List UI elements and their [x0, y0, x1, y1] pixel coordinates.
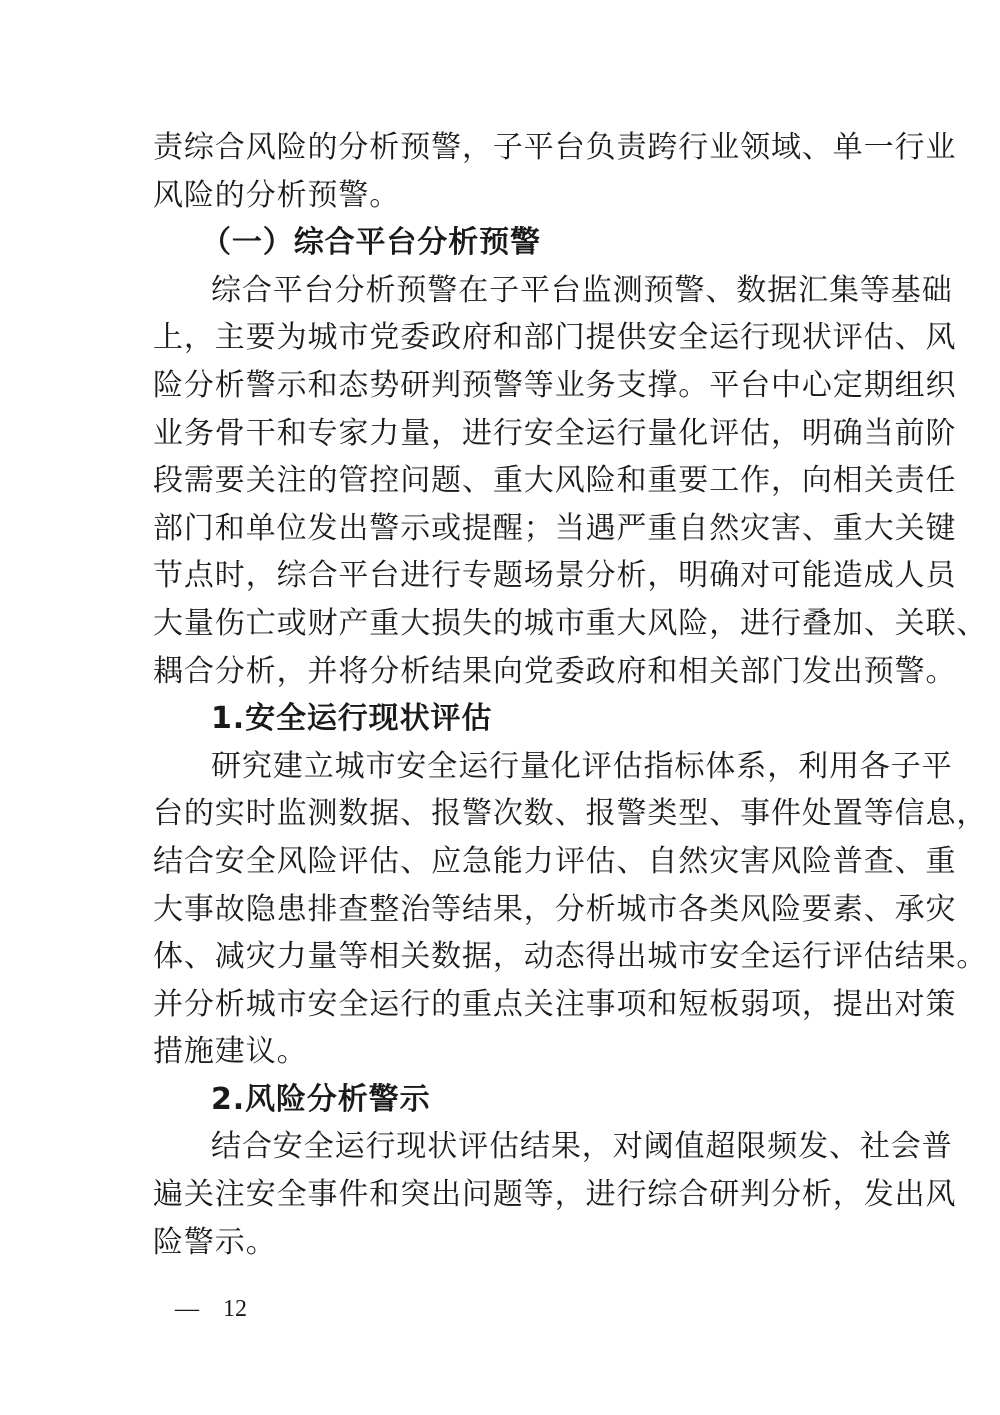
- text-line: 险警示。: [153, 1224, 277, 1260]
- footer-dash: —: [175, 1296, 199, 1322]
- text-line: 险分析警示和态势研判预警等业务支撑。平台中心定期组织: [153, 367, 957, 403]
- page-number: 12: [223, 1296, 247, 1322]
- text-line: 研究建立城市安全运行量化评估指标体系，利用各子平: [211, 748, 953, 784]
- section-heading: （一）综合平台分析预警: [201, 225, 541, 261]
- text-line: 耦合分析，并将分析结果向党委政府和相关部门发出预警。: [153, 653, 957, 689]
- page-footer: [175, 1296, 247, 1323]
- text-line: 结合安全运行现状评估结果，对阈值超限频发、社会普: [211, 1129, 953, 1165]
- text-line: 责综合风险的分析预警，子平台负责跨行业领域、单一行业: [153, 130, 957, 165]
- text-line: 体、减灾力量等相关数据，动态得出城市安全运行评估结果。: [153, 939, 988, 975]
- text-line: 风险的分析预警。: [153, 177, 401, 213]
- text-line: 措施建议。: [153, 1034, 308, 1070]
- text-line: 段需要关注的管控问题、重大风险和重要工作，向相关责任: [153, 463, 957, 499]
- text-line: 并分析城市安全运行的重点关注事项和短板弱项，提出对策: [153, 986, 957, 1022]
- text-line: 综合平台分析预警在子平台监测预警、数据汇集等基础: [211, 272, 953, 308]
- subheading-2: 2.风险分析警示: [211, 1081, 431, 1117]
- text-line: 上，主要为城市党委政府和部门提供安全运行现状评估、风: [153, 320, 957, 356]
- text-line: 结合安全风险评估、应急能力评估、自然灾害风险普查、重: [153, 843, 957, 879]
- text-line: 台的实时监测数据、报警次数、报警类型、事件处置等信息，: [153, 796, 988, 832]
- text-line: 大量伤亡或财产重大损失的城市重大风险，进行叠加、关联、: [153, 605, 988, 641]
- document-body: [153, 124, 988, 1266]
- text-line: 节点时，综合平台进行专题场景分析，明确对可能造成人员: [153, 558, 957, 594]
- text-line: 部门和单位发出警示或提醒；当遇严重自然灾害、重大关键: [153, 510, 957, 546]
- text-line: 大事故隐患排查整治等结果，分析城市各类风险要素、承灾: [153, 891, 957, 927]
- subheading-1: 1.安全运行现状评估: [211, 701, 493, 737]
- text-line: 遍关注安全事件和突出问题等，进行综合研判分析，发出风: [153, 1177, 957, 1213]
- text-line: 业务骨干和专家力量，进行安全运行量化评估，明确当前阶: [153, 415, 957, 451]
